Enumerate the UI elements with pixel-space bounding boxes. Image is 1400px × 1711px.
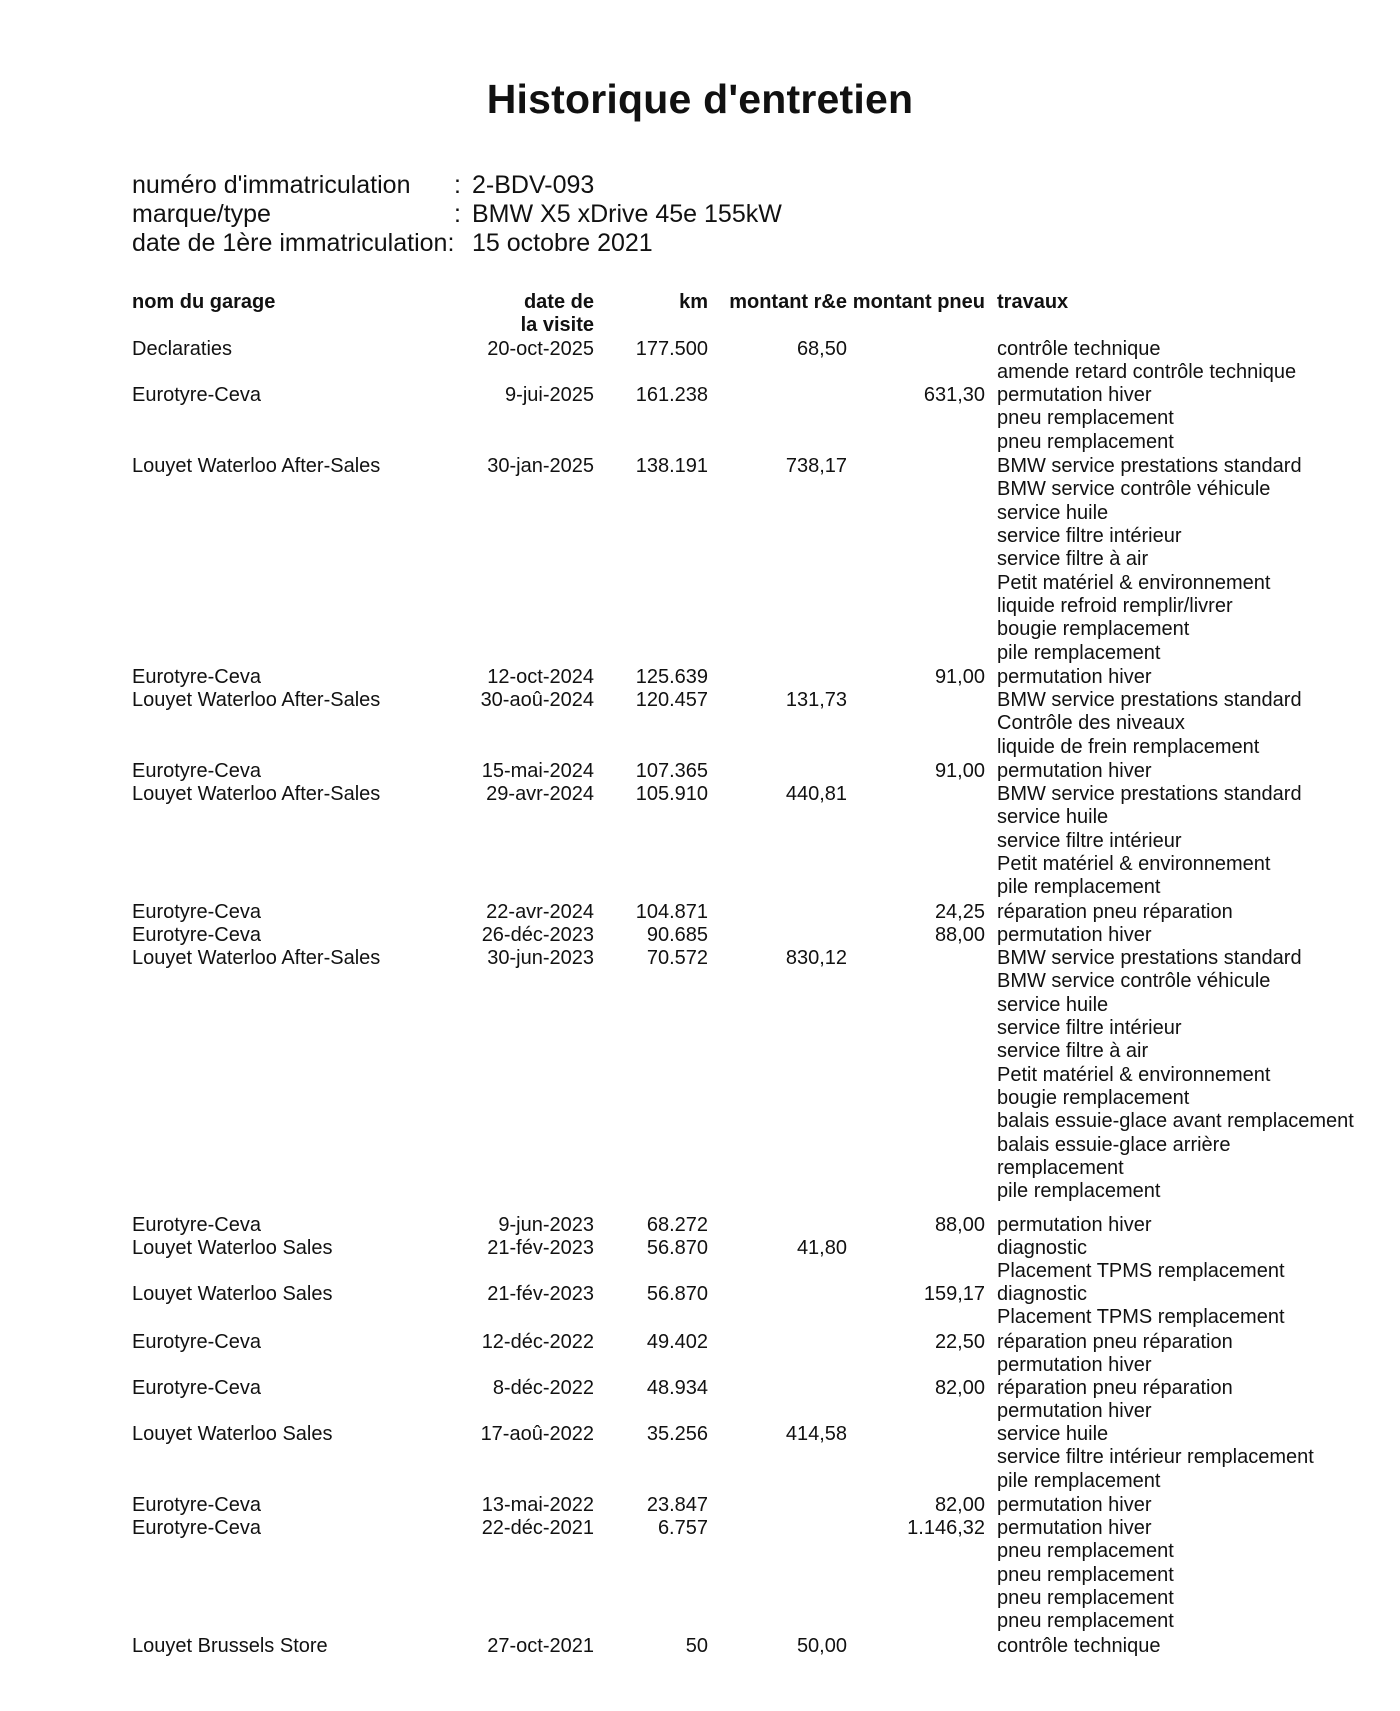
garage-name: Louyet Waterloo Sales [132, 1237, 333, 1259]
work-item: BMW service contrôle véhicule [997, 970, 1271, 993]
work-item: permutation hiver [997, 924, 1152, 946]
work-item: BMW service prestations standard [997, 947, 1302, 969]
visit-date: 12-déc-2022 [481, 1331, 594, 1353]
amount-tyres: 82,00 [934, 1377, 985, 1399]
info-label: marque/type [132, 200, 271, 228]
work-items [997, 1517, 1174, 1634]
work-item: service huile [997, 806, 1109, 829]
garage-name: Louyet Waterloo After-Sales [132, 783, 381, 805]
work-items [997, 338, 1296, 385]
visit-date: 30-jan-2025 [487, 455, 594, 477]
visit-date: 21-fév-2023 [487, 1237, 594, 1259]
mileage: 161.238 [635, 384, 708, 406]
visit-date: 9-jun-2023 [498, 1214, 594, 1236]
visit-date: 9-jui-2025 [505, 384, 594, 406]
work-item: contrôle technique [997, 338, 1161, 360]
work-item: permutation hiver [997, 666, 1152, 688]
amount-repair-maintenance: 414,58 [785, 1423, 847, 1445]
work-item: balais essuie-glace arrière [997, 1133, 1231, 1156]
visit-date: 15-mai-2024 [481, 760, 594, 782]
work-item: permutation hiver [997, 760, 1152, 782]
work-item: remplacement [997, 1157, 1124, 1180]
work-items [997, 1283, 1285, 1330]
work-items [997, 1494, 1152, 1517]
work-item: réparation pneu réparation [997, 901, 1233, 923]
work-items [997, 760, 1152, 783]
visit-date: 17-aoû-2022 [480, 1423, 594, 1445]
work-item: contrôle technique [997, 1635, 1161, 1657]
work-item: Petit matériel & environnement [997, 853, 1271, 876]
work-items [997, 666, 1152, 689]
column-header-montant-pneu: montant pneu [852, 291, 985, 313]
page-title: Historique d'entretien [486, 76, 914, 122]
work-item: BMW service prestations standard [997, 455, 1302, 477]
work-item: Placement TPMS remplacement [997, 1306, 1285, 1329]
work-item: pile remplacement [997, 876, 1161, 899]
work-item: BMW service contrôle véhicule [997, 478, 1271, 501]
garage-name: Eurotyre-Ceva [132, 1331, 261, 1353]
visit-date: 22-déc-2021 [481, 1517, 594, 1539]
visit-date: 22-avr-2024 [486, 901, 594, 923]
visit-date: 12-oct-2024 [487, 666, 594, 688]
work-item: permutation hiver [997, 1354, 1152, 1377]
amount-repair-maintenance: 440,81 [785, 783, 847, 805]
work-item: bougie remplacement [997, 618, 1190, 641]
work-items [997, 384, 1174, 454]
mileage: 35.256 [646, 1423, 708, 1445]
amount-repair-maintenance: 68,50 [796, 338, 847, 360]
work-items [997, 1237, 1285, 1284]
work-item: permutation hiver [997, 384, 1152, 406]
garage-name: Eurotyre-Ceva [132, 901, 261, 923]
work-item: pneu remplacement [997, 1610, 1174, 1633]
work-item: service filtre intérieur [997, 525, 1182, 548]
amount-tyres: 88,00 [934, 1214, 985, 1236]
garage-name: Louyet Waterloo After-Sales [132, 455, 381, 477]
work-item: service filtre intérieur [997, 829, 1182, 852]
amount-repair-maintenance: 738,17 [785, 455, 847, 477]
work-item: amende retard contrôle technique [997, 361, 1297, 384]
amount-tyres: 24,25 [934, 901, 985, 923]
info-value: 2-BDV-093 [472, 171, 595, 199]
visit-date: 13-mai-2022 [481, 1494, 594, 1516]
column-header-travaux: travaux [997, 291, 1069, 313]
visit-date: 30-aoû-2024 [480, 689, 594, 711]
work-items [997, 1377, 1233, 1424]
garage-name: Louyet Waterloo Sales [132, 1283, 333, 1305]
amount-repair-maintenance: 50,00 [796, 1635, 847, 1657]
work-item: service huile [997, 501, 1109, 524]
amount-tyres: 88,00 [934, 924, 985, 946]
garage-name: Eurotyre-Ceva [132, 384, 261, 406]
visit-date: 21-fév-2023 [487, 1283, 594, 1305]
work-item: service filtre à air [997, 1040, 1149, 1063]
mileage: 120.457 [635, 689, 708, 711]
work-items [997, 947, 1354, 1204]
work-item: réparation pneu réparation [997, 1377, 1233, 1399]
work-item: permutation hiver [997, 1400, 1152, 1423]
work-item: diagnostic [997, 1283, 1088, 1305]
garage-name: Louyet Waterloo Sales [132, 1423, 333, 1445]
work-item: Petit matériel & environnement [997, 571, 1271, 594]
mileage: 105.910 [635, 783, 708, 805]
mileage: 138.191 [635, 455, 708, 477]
work-item: service filtre intérieur remplacement [997, 1446, 1314, 1469]
amount-tyres: 159,17 [923, 1283, 985, 1305]
amount-tyres: 1.146,32 [907, 1517, 985, 1539]
work-item: permutation hiver [997, 1214, 1152, 1236]
visit-date: 26-déc-2023 [481, 924, 594, 946]
visit-date: 20-oct-2025 [487, 338, 594, 360]
mileage: 23.847 [646, 1494, 708, 1516]
work-item: liquide de frein remplacement [997, 735, 1260, 758]
work-items [997, 1214, 1152, 1237]
work-items [997, 1635, 1160, 1658]
amount-tyres: 631,30 [923, 384, 985, 406]
column-header-date [521, 291, 594, 338]
mileage: 177.500 [635, 338, 708, 360]
work-items [997, 455, 1302, 665]
work-item: liquide refroid remplir/livrer [997, 595, 1233, 618]
garage-name: Eurotyre-Ceva [132, 760, 261, 782]
work-item: Contrôle des niveaux [997, 712, 1185, 735]
work-item: service filtre à air [997, 548, 1149, 571]
work-item: BMW service prestations standard [997, 783, 1302, 805]
amount-tyres: 91,00 [934, 666, 985, 688]
garage-name: Eurotyre-Ceva [132, 1517, 261, 1539]
work-item: pneu remplacement [997, 1587, 1174, 1610]
work-items [997, 901, 1233, 924]
info-separator: : [454, 200, 461, 228]
garage-name: Eurotyre-Ceva [132, 666, 261, 688]
work-item: pile remplacement [997, 641, 1161, 664]
work-item: service huile [997, 1423, 1109, 1445]
work-item: Placement TPMS remplacement [997, 1260, 1285, 1283]
mileage: 48.934 [646, 1377, 708, 1399]
mileage: 56.870 [646, 1237, 708, 1259]
work-item: pneu remplacement [997, 1540, 1174, 1563]
work-item: service filtre intérieur [997, 1017, 1182, 1040]
column-header-date-line1: date de [523, 291, 594, 313]
work-item: diagnostic [997, 1237, 1088, 1259]
mileage: 56.870 [646, 1283, 708, 1305]
mileage: 49.402 [646, 1331, 708, 1353]
amount-repair-maintenance: 131,73 [785, 689, 847, 711]
work-item: pneu remplacement [997, 1563, 1174, 1586]
garage-name: Eurotyre-Ceva [132, 1377, 261, 1399]
mileage: 107.365 [635, 760, 708, 782]
work-item: BMW service prestations standard [997, 689, 1302, 711]
garage-name: Louyet Waterloo After-Sales [132, 947, 381, 969]
work-item: balais essuie-glace avant remplacement [997, 1110, 1354, 1133]
work-item: pile remplacement [997, 1469, 1161, 1492]
work-item: pile remplacement [997, 1180, 1161, 1203]
amount-tyres: 22,50 [934, 1331, 985, 1353]
info-label: date de 1ère immatriculation: [132, 229, 455, 257]
garage-name: Declaraties [132, 338, 233, 360]
work-item: Petit matériel & environnement [997, 1063, 1271, 1086]
visit-date: 29-avr-2024 [486, 783, 594, 805]
visit-date: 8-déc-2022 [492, 1377, 594, 1399]
column-header-garage: nom du garage [132, 291, 276, 313]
info-value: 15 octobre 2021 [472, 229, 653, 257]
mileage: 50 [685, 1635, 708, 1657]
work-items [997, 924, 1152, 947]
work-item: permutation hiver [997, 1517, 1152, 1539]
work-items [997, 1331, 1233, 1378]
amount-repair-maintenance: 830,12 [785, 947, 847, 969]
mileage: 6.757 [657, 1517, 708, 1539]
work-item: réparation pneu réparation [997, 1331, 1233, 1353]
info-label: numéro d'immatriculation [132, 171, 411, 199]
info-value: BMW X5 xDrive 45e 155kW [472, 200, 782, 228]
garage-name: Eurotyre-Ceva [132, 1494, 261, 1516]
garage-name: Louyet Waterloo After-Sales [132, 689, 381, 711]
mileage: 68.272 [646, 1214, 708, 1236]
garage-name: Louyet Brussels Store [132, 1635, 328, 1657]
visit-date: 27-oct-2021 [487, 1635, 594, 1657]
column-header-km: km [679, 291, 708, 313]
garage-name: Eurotyre-Ceva [132, 924, 261, 946]
work-items [997, 1423, 1314, 1493]
column-header-date-line2: la visite [520, 314, 594, 337]
column-header-montant-re: montant r&e [729, 291, 847, 313]
mileage: 125.639 [635, 666, 708, 688]
amount-tyres: 91,00 [934, 760, 985, 782]
amount-repair-maintenance: 41,80 [796, 1237, 847, 1259]
work-items [997, 689, 1302, 759]
work-item: pneu remplacement [997, 430, 1174, 453]
amount-tyres: 82,00 [934, 1494, 985, 1516]
work-item: pneu remplacement [997, 407, 1174, 430]
mileage: 104.871 [635, 901, 708, 923]
mileage: 70.572 [646, 947, 708, 969]
work-item: service huile [997, 993, 1109, 1016]
work-item: permutation hiver [997, 1494, 1152, 1516]
garage-name: Eurotyre-Ceva [132, 1214, 261, 1236]
mileage: 90.685 [646, 924, 708, 946]
info-separator: : [454, 171, 461, 199]
work-item: bougie remplacement [997, 1087, 1190, 1110]
work-items [997, 783, 1302, 900]
visit-date: 30-jun-2023 [487, 947, 594, 969]
